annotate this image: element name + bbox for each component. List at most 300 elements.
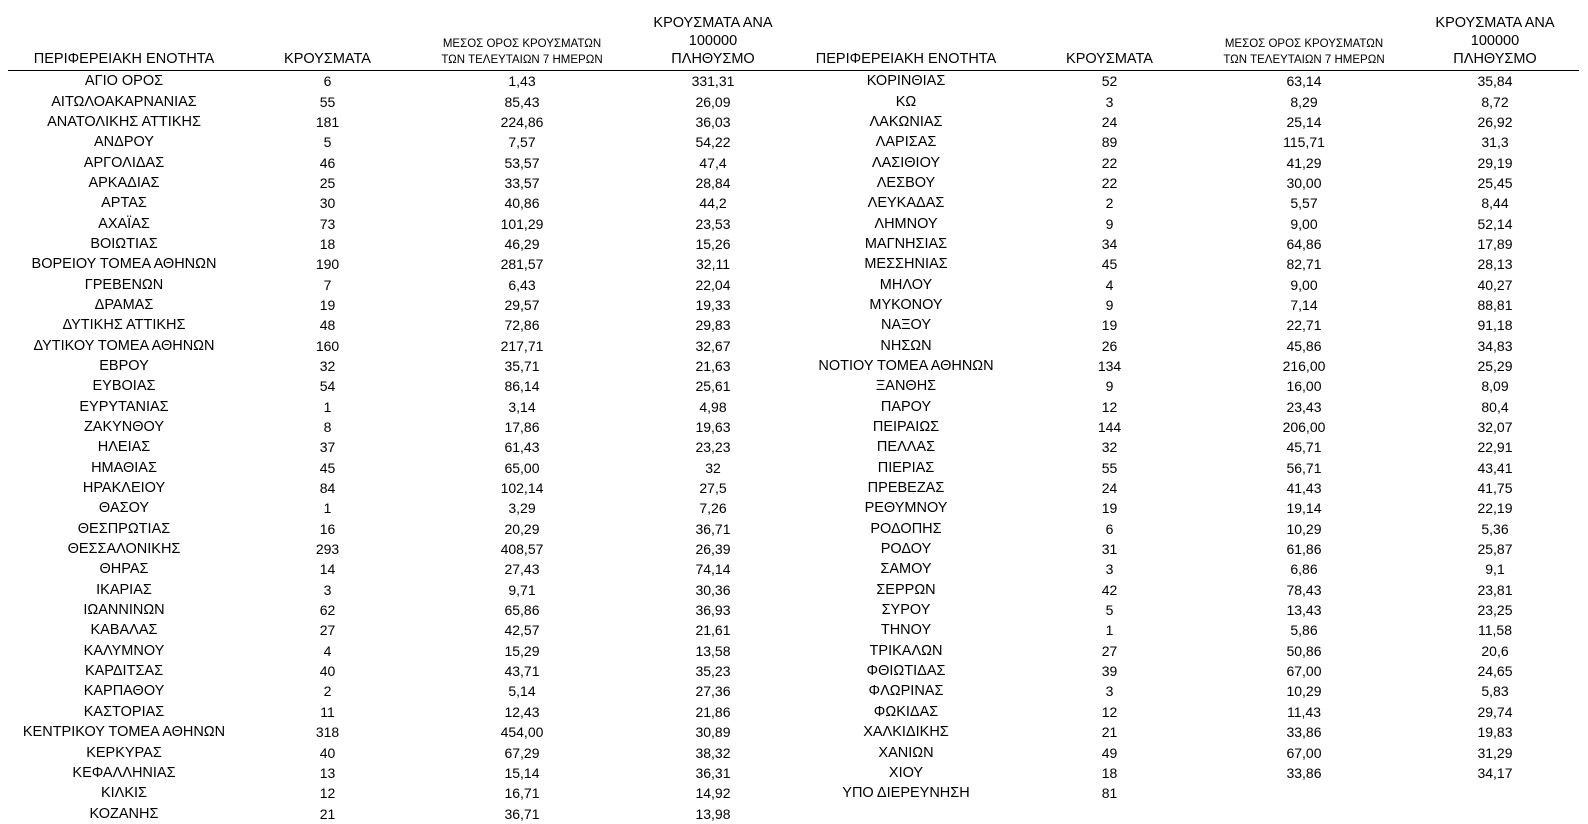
table-row [8, 763, 797, 783]
unit-name-cell: ΚΑΡΔΙΤΣΑΣ [84, 663, 164, 680]
avg-7-days-cell: 72,86 [504, 317, 540, 334]
table-row [8, 681, 797, 701]
cases-cell: 24 [1101, 480, 1118, 497]
table-row [790, 722, 1579, 742]
avg-7-days-cell: 36,71 [504, 805, 540, 822]
avg-7-days-cell: 454,00 [500, 724, 544, 741]
unit-name-cell: ΚΑΡΠΑΘΟΥ [83, 683, 165, 700]
table-row [790, 498, 1579, 518]
unit-name-cell: ΘΕΣΠΡΩΤΙΑΣ [77, 520, 171, 537]
avg-7-days-cell: 9,71 [508, 581, 536, 598]
table-row [790, 519, 1579, 539]
header-avg-7-days [1197, 14, 1411, 71]
per-100k-cell: 36,03 [695, 113, 731, 130]
unit-name-cell: ΡΟΔΟΥ [880, 541, 932, 558]
table-row [8, 274, 797, 294]
unit-name-cell: ΑΓΙΟ ΟΡΟΣ [84, 73, 164, 90]
table-row [8, 132, 797, 152]
per-100k-cell: 21,61 [695, 622, 731, 639]
avg-7-days-cell: 102,14 [500, 480, 544, 497]
avg-7-days-cell: 3,14 [508, 398, 536, 415]
cases-cell: 27 [319, 622, 336, 639]
cases-cell: 3 [1105, 93, 1114, 110]
per-100k-cell: 25,29 [1477, 357, 1513, 374]
table-row [790, 193, 1579, 213]
table-row [790, 295, 1579, 315]
per-100k-cell: 25,61 [695, 378, 731, 395]
per-100k-cell: 28,84 [695, 174, 731, 191]
avg-7-days-cell: 10,29 [1286, 683, 1322, 700]
avg-7-days-cell: 63,14 [1286, 73, 1322, 90]
header-avg-line1: ΜΕΣΟΣ ΟΡΟΣ ΚΡΟΥΣΜΑΤΩΝ [1224, 38, 1384, 50]
per-100k-cell: 32,07 [1477, 419, 1513, 436]
table-row [790, 620, 1579, 640]
table-row [8, 661, 797, 681]
cases-cell: 42 [1101, 581, 1118, 598]
avg-7-days-cell: 56,71 [1286, 459, 1322, 476]
cases-cell: 45 [319, 459, 336, 476]
cases-cell: 190 [315, 256, 340, 273]
per-100k-cell: 36,31 [695, 764, 731, 781]
per-100k-cell: 4,98 [699, 398, 727, 415]
table-row [790, 580, 1579, 600]
avg-7-days-cell: 33,57 [504, 174, 540, 191]
avg-7-days-cell: 22,71 [1286, 317, 1322, 334]
cases-cell: 5 [1105, 602, 1114, 619]
per-100k-cell: 74,14 [695, 561, 731, 578]
unit-name-cell: ΝΑΞΟΥ [880, 317, 932, 334]
table-row [790, 742, 1579, 762]
per-100k-cell: 30,36 [695, 581, 731, 598]
avg-7-days-cell: 46,29 [504, 235, 540, 252]
cases-cell: 84 [319, 480, 336, 497]
table-row [8, 498, 797, 518]
per-100k-cell: 9,1 [1485, 561, 1505, 578]
cases-cell: 24 [1101, 113, 1118, 130]
unit-name-cell: ΡΟΔΟΠΗΣ [870, 520, 942, 537]
per-100k-cell: 26,92 [1477, 113, 1513, 130]
cases-cell: 19 [1101, 317, 1118, 334]
unit-name-cell: ΣΑΜΟΥ [880, 561, 932, 578]
per-100k-cell: 8,72 [1481, 93, 1509, 110]
unit-name-cell: ΣΕΡΡΩΝ [876, 581, 936, 598]
per-100k-cell: 30,89 [695, 724, 731, 741]
avg-7-days-cell: 41,29 [1286, 154, 1322, 171]
cases-cell: 37 [319, 439, 336, 456]
table-row [8, 152, 797, 172]
cases-cell: 9 [1105, 296, 1114, 313]
table-row [8, 254, 797, 274]
avg-7-days-cell: 41,43 [1286, 480, 1322, 497]
avg-7-days-cell: 224,86 [500, 113, 544, 130]
cases-cell: 27 [1101, 642, 1118, 659]
header-per100k-line2: ΠΛΗΘΥΣΜΟ [1453, 51, 1537, 67]
avg-7-days-cell: 33,86 [1286, 764, 1322, 781]
per-100k-cell: 22,91 [1477, 439, 1513, 456]
header-row [790, 14, 1579, 71]
avg-7-days-cell: 6,43 [508, 276, 536, 293]
cases-cell: 45 [1101, 256, 1118, 273]
cases-cell: 22 [1101, 154, 1118, 171]
cases-cell: 55 [1101, 459, 1118, 476]
cases-cell: 9 [1105, 215, 1114, 232]
unit-name-cell: ΒΟΙΩΤΙΑΣ [90, 235, 158, 252]
per-100k-cell: 88,81 [1477, 296, 1513, 313]
cases-cell: 12 [319, 785, 336, 802]
cases-cell: 1 [1105, 622, 1114, 639]
cases-cell: 31 [1101, 541, 1118, 558]
per-100k-cell: 34,83 [1477, 337, 1513, 354]
per-100k-cell: 22,04 [695, 276, 731, 293]
unit-name-cell: ΚΑΒΑΛΑΣ [90, 622, 158, 639]
unit-name-cell: ΛΗΜΝΟΥ [874, 215, 938, 232]
unit-name-cell: ΑΙΤΩΛΟΑΚΑΡΝΑΝΙΑΣ [51, 93, 197, 110]
unit-name-cell: ΑΡΚΑΔΙΑΣ [88, 174, 160, 191]
unit-name-cell: ΚΕΡΚΥΡΑΣ [86, 744, 162, 761]
header-avg-7-days [415, 14, 629, 71]
per-100k-cell: 21,86 [695, 703, 731, 720]
avg-7-days-cell: 281,57 [500, 256, 544, 273]
avg-7-days-cell: 9,00 [1290, 215, 1318, 232]
unit-name-cell: ΓΡΕΒΕΝΩΝ [84, 276, 164, 293]
avg-7-days-cell [1197, 783, 1411, 803]
table-row [8, 539, 797, 559]
table-row [790, 478, 1579, 498]
per-100k-cell: 24,65 [1477, 663, 1513, 680]
unit-name-cell: ΧΑΝΙΩΝ [878, 744, 934, 761]
left-cases-table [8, 14, 797, 824]
per-100k-cell: 31,3 [1481, 134, 1509, 151]
unit-name-cell: ΛΑΚΩΝΙΑΣ [869, 113, 943, 130]
unit-name-cell: ΕΒΡΟΥ [99, 357, 149, 374]
per-100k-cell: 25,45 [1477, 174, 1513, 191]
avg-7-days-cell: 42,57 [504, 622, 540, 639]
per-100k-cell: 44,2 [699, 195, 727, 212]
per-100k-cell: 23,53 [695, 215, 731, 232]
unit-name-cell: ΦΛΩΡΙΝΑΣ [868, 683, 944, 700]
header-unit: ΠΕΡΙΦΕΡΕΙΑΚΗ ΕΝΟΤΗΤΑ [8, 14, 240, 71]
unit-name-cell: ΚΕΦΑΛΛΗΝΙΑΣ [72, 764, 176, 781]
cases-cell: 46 [319, 154, 336, 171]
avg-7-days-cell: 5,86 [1290, 622, 1318, 639]
avg-7-days-cell: 8,29 [1290, 93, 1318, 110]
table-row [790, 356, 1579, 376]
avg-7-days-cell: 86,14 [504, 378, 540, 395]
per-100k-cell: 35,23 [695, 663, 731, 680]
avg-7-days-cell: 9,00 [1290, 276, 1318, 293]
table-row [8, 234, 797, 254]
table-row [8, 580, 797, 600]
avg-7-days-cell: 65,86 [504, 602, 540, 619]
per-100k-cell: 22,19 [1477, 500, 1513, 517]
avg-7-days-cell: 7,57 [508, 134, 536, 151]
cases-cell: 73 [319, 215, 336, 232]
cases-cell: 62 [319, 602, 336, 619]
cases-cell: 13 [319, 764, 336, 781]
per-100k-cell: 19,83 [1477, 724, 1513, 741]
cases-cell: 21 [319, 805, 336, 822]
unit-name-cell: ΗΛΕΙΑΣ [97, 439, 151, 456]
unit-name-cell: ΧΙΟΥ [888, 764, 924, 781]
unit-name-cell: ΠΕΛΛΑΣ [876, 439, 936, 456]
avg-7-days-cell: 20,29 [504, 520, 540, 537]
per-100k-cell: 91,18 [1477, 317, 1513, 334]
unit-name-cell: ΑΝΑΤΟΛΙΚΗΣ ΑΤΤΙΚΗΣ [47, 113, 201, 130]
cases-cell: 6 [323, 73, 332, 90]
cases-cell: 134 [1097, 357, 1122, 374]
per-100k-cell: 32,11 [696, 256, 730, 273]
table-row [790, 234, 1579, 254]
table-row [790, 702, 1579, 722]
table-row [8, 173, 797, 193]
unit-name-cell: ΜΑΓΝΗΣΙΑΣ [864, 235, 948, 252]
header-cases: ΚΡΟΥΣΜΑΤΑ [240, 14, 415, 71]
unit-name-cell: ΣΥΡΟΥ [881, 602, 931, 619]
table-row [8, 397, 797, 417]
table-row [8, 702, 797, 722]
avg-7-days-cell: 217,71 [500, 337, 544, 354]
cases-cell: 18 [319, 235, 336, 252]
per-100k-cell: 27,5 [699, 480, 727, 497]
cases-cell: 1 [323, 500, 332, 517]
table-row [8, 193, 797, 213]
table-row [790, 600, 1579, 620]
cases-cell: 18 [1101, 764, 1118, 781]
table-row [8, 356, 797, 376]
table-row [8, 559, 797, 579]
table-row [8, 458, 797, 478]
avg-7-days-cell: 67,00 [1286, 663, 1322, 680]
avg-7-days-cell: 15,14 [504, 764, 540, 781]
avg-7-days-cell: 115,71 [1283, 134, 1325, 151]
avg-7-days-cell: 61,86 [1286, 541, 1322, 558]
per-100k-cell: 13,58 [695, 642, 731, 659]
header-avg-line1: ΜΕΣΟΣ ΟΡΟΣ ΚΡΟΥΣΜΑΤΩΝ [442, 38, 602, 50]
per-100k-cell: 52,14 [1477, 215, 1513, 232]
cases-cell: 3 [1105, 683, 1114, 700]
avg-7-days-cell: 61,43 [504, 439, 540, 456]
per-100k-cell: 26,39 [695, 541, 731, 558]
unit-name-cell: ΦΘΙΩΤΙΔΑΣ [866, 663, 946, 680]
avg-7-days-cell: 53,57 [504, 154, 540, 171]
per-100k-cell: 41,75 [1477, 480, 1513, 497]
cases-cell: 11 [320, 703, 335, 720]
unit-name-cell: ΗΜΑΘΙΑΣ [91, 459, 157, 476]
table-row [8, 71, 797, 92]
per-100k-cell: 29,74 [1477, 703, 1513, 720]
per-100k-cell: 26,09 [695, 93, 731, 110]
avg-7-days-cell: 67,00 [1286, 744, 1322, 761]
avg-7-days-cell: 408,57 [500, 541, 544, 558]
cases-cell: 52 [1101, 73, 1118, 90]
table-row [8, 478, 797, 498]
unit-name-cell: ΘΗΡΑΣ [99, 561, 149, 578]
per-100k-cell: 5,36 [1481, 520, 1509, 537]
avg-7-days-cell: 1,43 [508, 73, 536, 90]
unit-name-cell: ΑΡΤΑΣ [101, 195, 147, 212]
per-100k-cell: 29,19 [1477, 154, 1513, 171]
per-100k-cell: 19,63 [695, 419, 731, 436]
cases-cell: 160 [315, 337, 340, 354]
unit-name-cell: ΚΩ [895, 93, 917, 110]
table-row [8, 742, 797, 762]
table-row [790, 315, 1579, 335]
per-100k-cell: 331,31 [691, 73, 735, 90]
table-row [8, 803, 797, 823]
unit-name-cell: ΚΟΡΙΝΘΙΑΣ [866, 73, 946, 90]
table-row [790, 417, 1579, 437]
cases-cell: 8 [323, 419, 332, 436]
per-100k-cell: 32 [705, 459, 721, 476]
unit-name-cell: ΝΗΣΩΝ [880, 337, 932, 354]
avg-7-days-cell: 17,86 [504, 419, 540, 436]
cases-cell: 19 [1101, 500, 1118, 517]
cases-cell: 89 [1101, 134, 1118, 151]
avg-7-days-cell: 33,86 [1286, 724, 1322, 741]
unit-name-cell: ΔΡΑΜΑΣ [94, 296, 154, 313]
unit-name-cell: ΤΡΙΚΑΛΩΝ [869, 642, 943, 659]
cases-cell: 19 [319, 296, 336, 313]
per-100k-cell: 5,83 [1481, 683, 1509, 700]
cases-cell: 1 [323, 398, 332, 415]
table-row [8, 213, 797, 233]
avg-7-days-cell: 82,71 [1286, 256, 1322, 273]
avg-7-days-cell: 15,29 [504, 642, 540, 659]
per-100k-cell: 21,63 [695, 357, 731, 374]
per-100k-cell: 43,41 [1477, 459, 1513, 476]
unit-name-cell: ΗΡΑΚΛΕΙΟΥ [82, 480, 166, 497]
unit-name-cell: ΜΥΚΟΝΟΥ [869, 296, 943, 313]
cases-cell: 22 [1101, 174, 1118, 191]
table-row [790, 559, 1579, 579]
unit-name-cell: ΧΑΛΚΙΔΙΚΗΣ [863, 724, 949, 741]
header-avg-line2: ΤΩΝ ΤΕΛΕΥΤΑΙΩΝ 7 ΗΜΕΡΩΝ [1223, 54, 1385, 66]
cases-cell: 48 [319, 317, 336, 334]
table-row [8, 295, 797, 315]
unit-name-cell: ΕΥΡΥΤΑΝΙΑΣ [79, 398, 169, 415]
unit-name-cell: ΘΕΣΣΑΛΟΝΙΚΗΣ [67, 541, 181, 558]
avg-7-days-cell: 29,57 [504, 296, 540, 313]
table-row [790, 274, 1579, 294]
cases-cell: 2 [323, 683, 332, 700]
header-per100k-line1: ΚΡΟΥΣΜΑΤΑ ΑΝΑ 100000 [653, 15, 773, 49]
header-per-100k [1411, 14, 1579, 71]
table-row [8, 91, 797, 111]
unit-name-cell: ΚΑΛΥΜΝΟΥ [83, 642, 165, 659]
unit-name-cell: ΠΑΡΟΥ [880, 398, 932, 415]
per-100k-cell: 54,22 [695, 134, 731, 151]
table-row [790, 783, 1579, 803]
cases-cell: 21 [1101, 724, 1118, 741]
unit-name-cell: ΠΙΕΡΙΑΣ [877, 459, 935, 476]
cases-cell: 318 [315, 724, 340, 741]
per-100k-cell: 29,83 [695, 317, 731, 334]
unit-name-cell: ΔΥΤΙΚΟΥ ΤΟΜΕΑ ΑΘΗΝΩΝ [33, 337, 215, 354]
table-row [790, 335, 1579, 355]
table-row [8, 437, 797, 457]
cases-cell: 14 [319, 561, 336, 578]
header-per100k-line1: ΚΡΟΥΣΜΑΤΑ ΑΝΑ 100000 [1435, 15, 1555, 49]
cases-cell: 40 [319, 744, 336, 761]
unit-name-cell: ΖΑΚΥΝΘΟΥ [83, 419, 165, 436]
per-100k-cell: 35,84 [1477, 73, 1513, 90]
avg-7-days-cell: 11,43 [1287, 703, 1321, 720]
table-row [790, 397, 1579, 417]
unit-name-cell: ΦΩΚΙΔΑΣ [873, 703, 939, 720]
avg-7-days-cell: 65,00 [504, 459, 540, 476]
header-per100k-line2: ΠΛΗΘΥΣΜΟ [671, 51, 755, 67]
per-100k-cell: 19,33 [695, 296, 731, 313]
avg-7-days-cell: 43,71 [504, 663, 540, 680]
cases-cell: 16 [319, 520, 336, 537]
table-row [790, 112, 1579, 132]
cases-cell: 2 [1105, 195, 1114, 212]
table-row [8, 335, 797, 355]
unit-name-cell: ΙΩΑΝΝΙΝΩΝ [83, 602, 165, 619]
per-100k-cell: 80,4 [1481, 398, 1509, 415]
per-100k-cell: 40,27 [1477, 276, 1513, 293]
cases-cell: 55 [319, 93, 336, 110]
cases-cell: 49 [1101, 744, 1118, 761]
table-row [8, 620, 797, 640]
header-per-100k [629, 14, 797, 71]
table-row [8, 600, 797, 620]
cases-cell: 12 [1101, 398, 1118, 415]
unit-name-cell: ΛΑΣΙΘΙΟΥ [871, 154, 941, 171]
header-row [8, 14, 797, 71]
table-row [790, 213, 1579, 233]
unit-name-cell: ΘΑΣΟΥ [98, 500, 150, 517]
avg-7-days-cell: 101,29 [500, 215, 544, 232]
unit-name-cell: ΜΕΣΣΗΝΙΑΣ [864, 256, 948, 273]
avg-7-days-cell: 64,86 [1286, 235, 1322, 252]
avg-7-days-cell: 45,71 [1286, 439, 1322, 456]
table-row [8, 783, 797, 803]
avg-7-days-cell: 67,29 [504, 744, 540, 761]
table-row [790, 763, 1579, 783]
avg-7-days-cell: 206,00 [1282, 419, 1326, 436]
per-100k-cell: 17,89 [1477, 235, 1513, 252]
per-100k-cell: 13,98 [695, 805, 731, 822]
unit-name-cell: ΛΑΡΙΣΑΣ [875, 134, 937, 151]
table-row [8, 112, 797, 132]
unit-name-cell: ΜΗΛΟΥ [879, 276, 933, 293]
table-row [8, 315, 797, 335]
table-row [790, 71, 1579, 92]
per-100k-cell: 27,36 [695, 683, 731, 700]
table-row [790, 539, 1579, 559]
cases-cell: 30 [319, 195, 336, 212]
avg-7-days-cell: 3,29 [508, 500, 536, 517]
unit-name-cell: ΕΥΒΟΙΑΣ [92, 378, 156, 395]
cases-cell: 5 [323, 134, 332, 151]
header-cases: ΚΡΟΥΣΜΑΤΑ [1022, 14, 1197, 71]
avg-7-days-cell: 30,00 [1286, 174, 1322, 191]
table-row [790, 376, 1579, 396]
unit-name-cell: ΠΕΙΡΑΙΩΣ [872, 419, 940, 436]
cases-cell: 3 [323, 581, 332, 598]
header-avg-line2: ΤΩΝ ΤΕΛΕΥΤΑΙΩΝ 7 ΗΜΕΡΩΝ [441, 54, 603, 66]
per-100k-cell: 36,93 [695, 602, 731, 619]
avg-7-days-cell: 50,86 [1286, 642, 1322, 659]
table-row [790, 91, 1579, 111]
avg-7-days-cell: 23,43 [1286, 398, 1322, 415]
unit-name-cell: ΡΕΘΥΜΝΟΥ [864, 500, 948, 517]
avg-7-days-cell: 10,29 [1286, 520, 1322, 537]
cases-cell: 4 [1105, 276, 1114, 293]
avg-7-days-cell: 12,43 [504, 703, 540, 720]
cases-cell: 54 [319, 378, 336, 395]
